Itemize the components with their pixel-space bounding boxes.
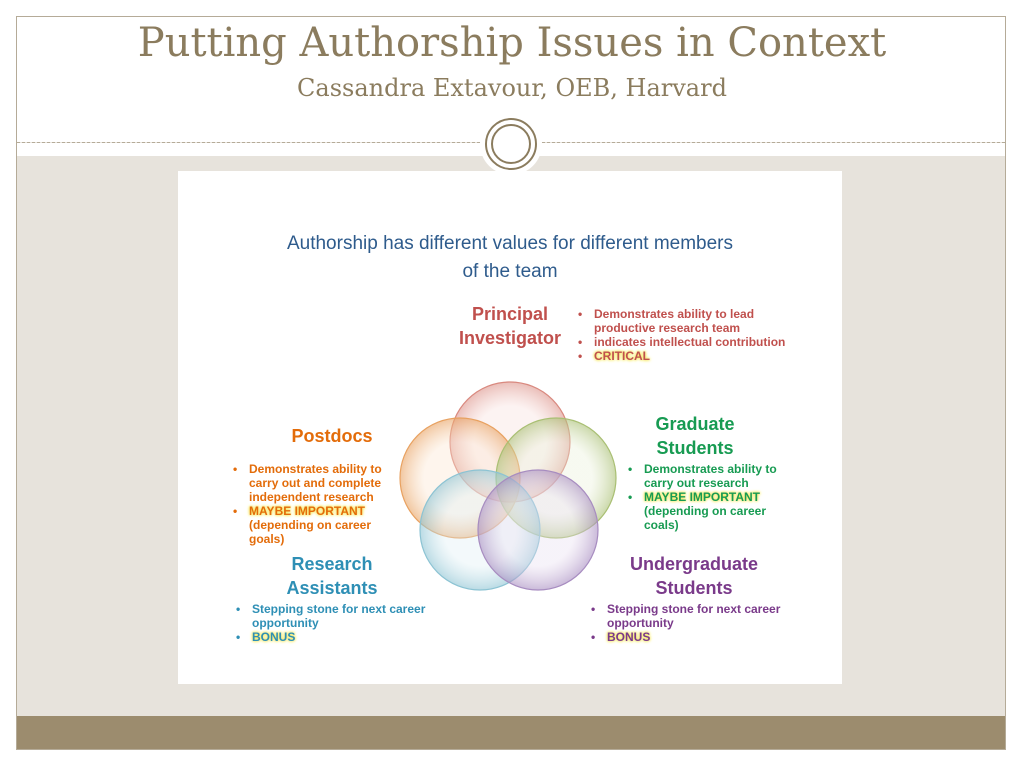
diagram-title-line-2: of the team: [462, 261, 558, 282]
venn-diagram: [398, 380, 628, 595]
list-item: [231, 504, 406, 518]
list-item: • Demonstrates ability to carry out research: [626, 462, 801, 490]
ugrad-bullets: [589, 602, 804, 644]
role-graduate-students: [630, 412, 760, 460]
postdocs-name: Postdocs: [291, 426, 373, 446]
list-item-note: [231, 518, 406, 546]
pi-bullets: [576, 307, 816, 363]
list-item: [576, 349, 816, 363]
slide-footer-bar: [17, 716, 1005, 749]
grad-name-line-1: Graduate: [655, 414, 735, 434]
list-item: • Stepping stone for next career opportunity: [234, 602, 449, 630]
grad-highlight: MAYBE IMPORTANT: [644, 490, 761, 504]
list-item: [234, 630, 449, 644]
venn-circle-undergraduate-students: [478, 470, 598, 590]
diagram-title-line-1: Authorship has different values for different members: [286, 233, 734, 254]
ra-highlight: BONUS: [252, 630, 296, 644]
grad-bullets: [626, 462, 801, 532]
list-item-note: [626, 504, 801, 532]
pi-name-line-1: Principal: [471, 304, 549, 324]
role-postdocs: [262, 424, 402, 448]
role-undergraduate-students: [614, 552, 774, 600]
ring-ornament-inner: [491, 124, 531, 164]
grad-note: (depending on career coals): [644, 504, 767, 532]
pi-name-line-2: Investigator: [458, 328, 562, 348]
ra-name-line-2: Assistants: [286, 578, 378, 598]
list-item: [626, 490, 801, 504]
postdocs-bullets: [231, 462, 406, 546]
grad-name-line-2: Students: [656, 438, 734, 458]
ra-name-line-1: Research: [291, 554, 373, 574]
list-item: • Demonstrates ability to lead productive research team: [576, 307, 816, 335]
slide-subtitle: Cassandra Extavour, OEB, Harvard: [297, 74, 727, 102]
list-item: [589, 630, 804, 644]
slide-title: Putting Authorship Issues in Context: [137, 20, 887, 66]
postdocs-note: (depending on career goals): [249, 518, 372, 546]
list-item: • Demonstrates ability to carry out and complete independent research: [231, 462, 406, 504]
ra-bullets: [234, 602, 449, 644]
ugrad-highlight: BONUS: [607, 630, 651, 644]
diagram-title: [230, 230, 790, 286]
ugrad-name-line-2: Students: [655, 578, 733, 598]
list-item: • indicates intellectual contribution: [576, 335, 816, 349]
list-item: • Stepping stone for next career opportunity: [589, 602, 804, 630]
ugrad-name-line-1: Undergraduate: [629, 554, 759, 574]
role-research-assistants: [262, 552, 402, 600]
role-principal-investigator: [445, 302, 575, 350]
pi-highlight: CRITICAL: [594, 349, 650, 363]
postdocs-highlight: MAYBE IMPORTANT: [249, 504, 366, 518]
